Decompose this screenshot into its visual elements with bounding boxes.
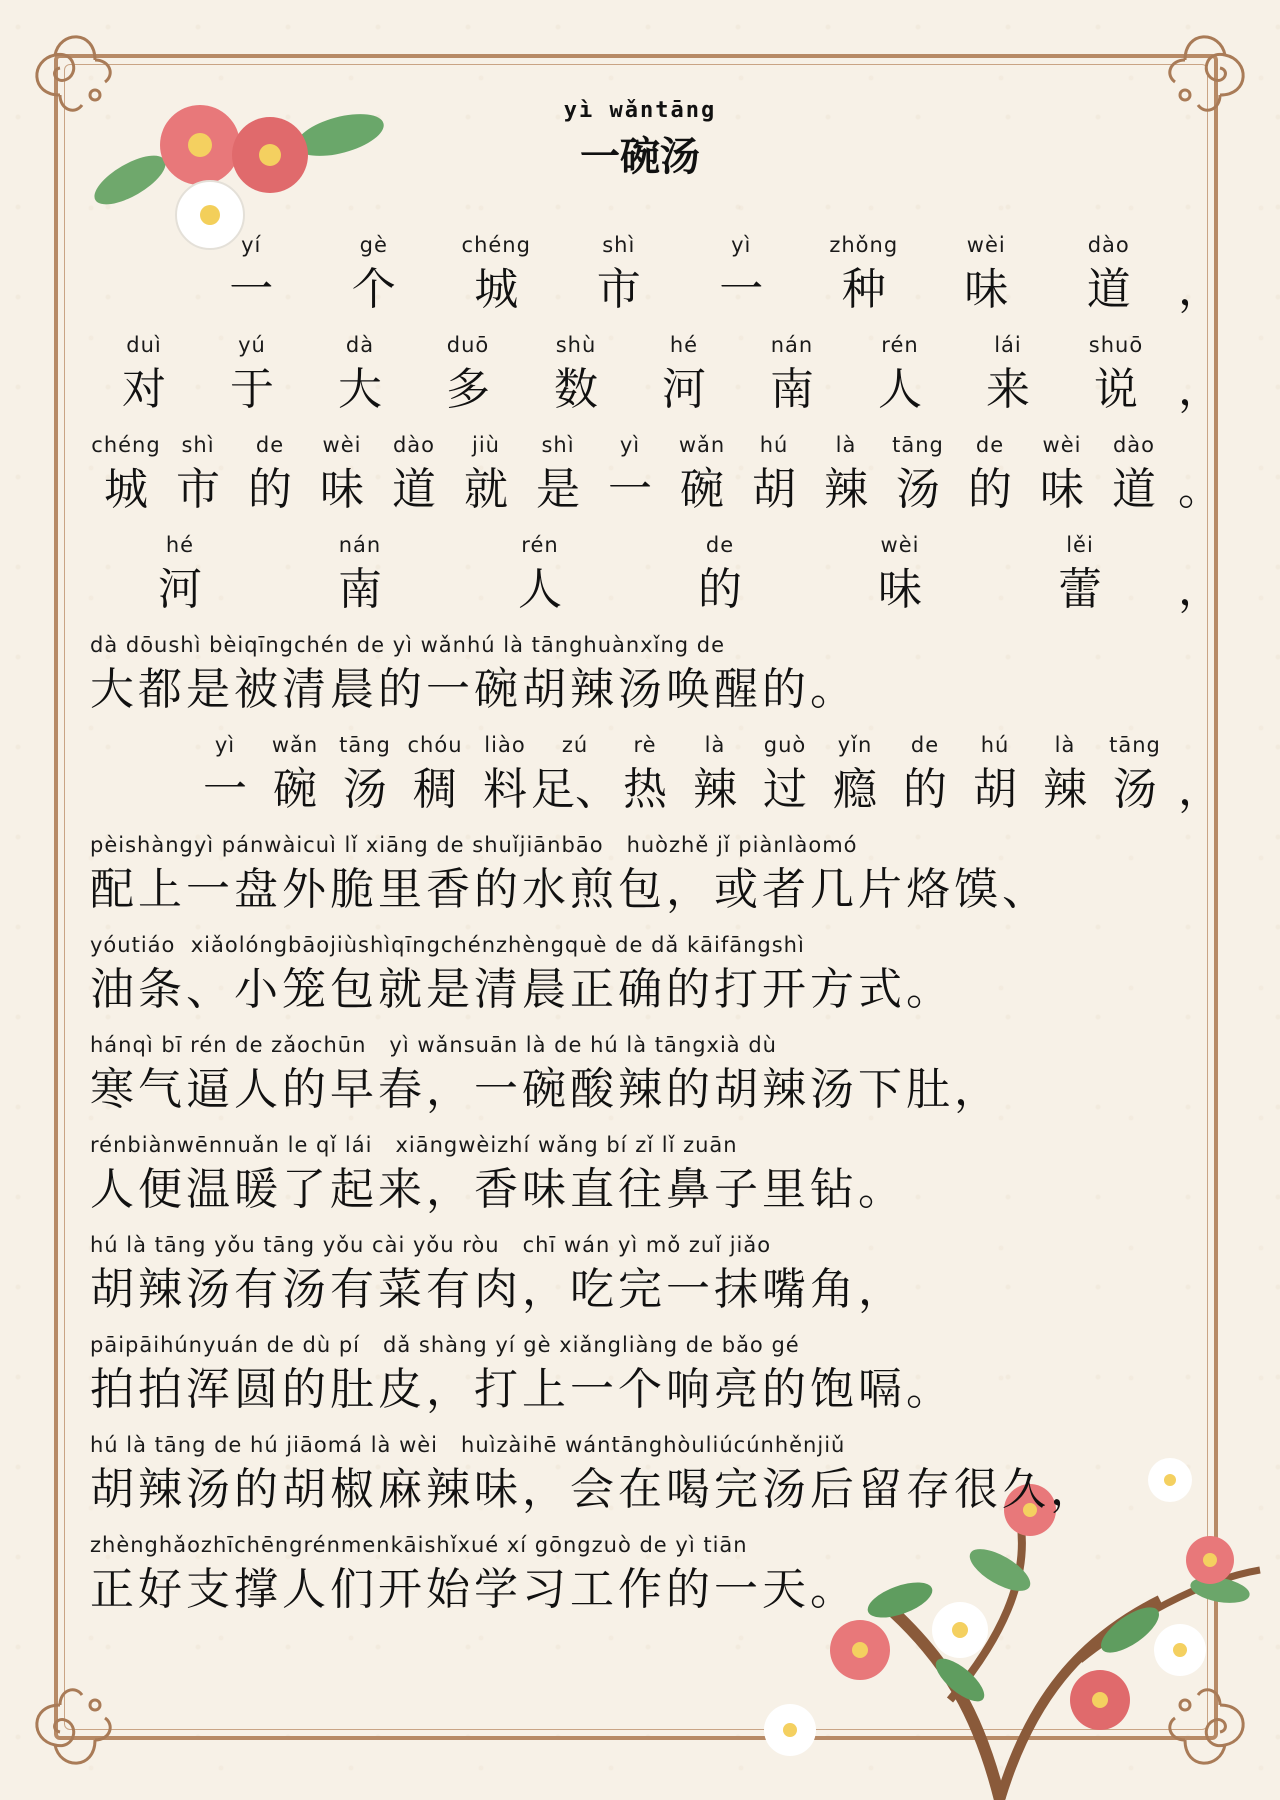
- pinyin: gè: [359, 233, 388, 257]
- hanzi: 的: [903, 764, 947, 815]
- ruby-character: [738, 430, 810, 526]
- ruby-character: [435, 230, 558, 326]
- hanzi: 碗: [680, 464, 724, 515]
- pinyin: lěi: [1066, 533, 1094, 557]
- hanzi: 道: [1086, 264, 1131, 315]
- pinyin: hé: [165, 533, 195, 557]
- pinyin: wèi: [322, 433, 362, 457]
- pinyin: shì: [181, 433, 215, 457]
- ruby-character: [306, 430, 378, 526]
- pinyin: hú: [980, 733, 1010, 757]
- ruby-character: [190, 730, 260, 826]
- title-pinyin: yì wǎntāng: [563, 98, 717, 123]
- pinyin: de: [975, 433, 1005, 457]
- hanzi: 南: [338, 564, 382, 615]
- pinyin: duì: [126, 333, 162, 357]
- ruby-line: [90, 1430, 1210, 1526]
- hanzi: 汤: [343, 764, 387, 815]
- hanzi: 一: [608, 464, 652, 515]
- ruby-character: [680, 730, 750, 826]
- ruby-line: [90, 1030, 1210, 1126]
- hanzi: 河: [662, 364, 706, 415]
- pinyin: duō: [446, 333, 490, 357]
- hanzi: 味: [878, 564, 922, 615]
- pinyin: nán: [770, 333, 814, 357]
- ruby-character: [630, 330, 738, 426]
- pinyin: de: [910, 733, 940, 757]
- pinyin: zú: [561, 733, 589, 757]
- ruby-character: [1100, 730, 1170, 826]
- pinyin: wǎn: [678, 433, 726, 457]
- hanzi: 城: [474, 264, 519, 315]
- ruby-character: [450, 530, 630, 626]
- hanzi: 味: [1040, 464, 1084, 515]
- pinyin: tāng: [1109, 733, 1161, 757]
- pinyin: lái: [994, 333, 1022, 357]
- punctuation: ，: [1178, 364, 1222, 415]
- hanzi: 就: [464, 464, 508, 515]
- hanzi: 河: [158, 564, 202, 615]
- hanzi-line: 人便温暖了起来，香味直往鼻子里钻。: [90, 1164, 906, 1215]
- ruby-character: [820, 730, 890, 826]
- ruby-line: [90, 630, 1210, 726]
- hanzi: 稠: [413, 764, 457, 815]
- pinyin: wèi: [1042, 433, 1082, 457]
- hanzi: 一: [229, 264, 274, 315]
- hanzi: 一: [203, 764, 247, 815]
- title-block: [0, 98, 1280, 182]
- pinyin: chéng: [91, 433, 161, 457]
- punctuation: ，: [1178, 764, 1222, 815]
- pinyin-line: yóutiáo xiǎolóngbāojiùshìqīngchénzhèngquè de dǎ kāifāngshì: [90, 933, 805, 957]
- pinyin: yì: [731, 233, 752, 257]
- hanzi: 汤: [1113, 764, 1157, 815]
- ruby-character: [882, 430, 954, 526]
- hanzi: 于: [230, 364, 274, 415]
- hanzi: 辣: [1043, 764, 1087, 815]
- ruby-character: [594, 430, 666, 526]
- pinyin: yì: [214, 733, 236, 757]
- pinyin: dào: [1087, 233, 1130, 257]
- ruby-character: [954, 430, 1026, 526]
- hanzi: 汤: [896, 464, 940, 515]
- hanzi: 道: [392, 464, 436, 515]
- pinyin: shì: [541, 433, 575, 457]
- punctuation: ，: [1178, 264, 1222, 315]
- pinyin-line: rénbiànwēnnuǎn le qǐ lái xiāngwèizhí wǎng bí zǐ lǐ zuān: [90, 1133, 738, 1157]
- pinyin: tāng: [339, 733, 391, 757]
- pinyin: wèi: [966, 233, 1006, 257]
- pinyin-line: pèishàngyì pánwàicuì lǐ xiāng de shuǐjiānbāo huòzhě jǐ piànlàomó: [90, 833, 858, 857]
- ruby-character: [378, 430, 450, 526]
- hanzi: 的: [248, 464, 292, 515]
- hanzi: 热: [623, 764, 667, 815]
- pinyin: dào: [1112, 433, 1156, 457]
- pinyin: là: [1054, 733, 1076, 757]
- ruby-character: [90, 530, 270, 626]
- poem-line: [0, 1330, 1280, 1426]
- pinyin: wèi: [880, 533, 920, 557]
- hanzi: 蕾: [1058, 564, 1102, 615]
- poem-line: [0, 930, 1280, 1026]
- ruby-character: [1030, 730, 1100, 826]
- hanzi: 味: [320, 464, 364, 515]
- pinyin: dào: [392, 433, 436, 457]
- hanzi-line: 配上一盘外脆里香的水煎包，或者几片烙馍、: [90, 864, 1050, 915]
- poem-line: [0, 530, 1280, 626]
- ruby-character: [990, 530, 1170, 626]
- pinyin-line: dà dōushì bèiqīngchén de yì wǎnhú là tānghuànxǐng de: [90, 633, 726, 657]
- hanzi: 来: [986, 364, 1030, 415]
- hanzi: 城: [104, 464, 148, 515]
- ruby-character: [190, 230, 313, 326]
- ruby-character: [522, 430, 594, 526]
- hanzi: 的: [968, 464, 1012, 515]
- hanzi: 辣: [693, 764, 737, 815]
- ruby-character: [450, 430, 522, 526]
- ruby-character: [738, 330, 846, 426]
- ruby-character: [810, 530, 990, 626]
- ruby-character: [1062, 330, 1170, 426]
- hanzi: 南: [770, 364, 814, 415]
- hanzi-line: 油条、小笼包就是清晨正确的打开方式。: [90, 964, 954, 1015]
- hanzi-line: 正好支撑人们开始学习工作的一天。: [90, 1564, 858, 1615]
- hanzi-line: 拍拍浑圆的肚皮，打上一个响亮的饱嗝。: [90, 1364, 954, 1415]
- ruby-character: [260, 730, 330, 826]
- hanzi: 对: [122, 364, 166, 415]
- hanzi: 的: [698, 564, 742, 615]
- hanzi-line: 大都是被清晨的一碗胡辣汤唤醒的。: [90, 664, 858, 715]
- pinyin: hú: [759, 433, 789, 457]
- ruby-character: [522, 330, 630, 426]
- pinyin: rén: [881, 333, 919, 357]
- ruby-character: [414, 330, 522, 426]
- pinyin: rè: [633, 733, 657, 757]
- hanzi: 味: [964, 264, 1009, 315]
- hanzi: 道: [1112, 464, 1156, 515]
- hanzi-line: 胡辣汤有汤有菜有肉，吃完一抹嘴角，: [90, 1264, 906, 1315]
- pinyin: shuō: [1088, 333, 1144, 357]
- hanzi: 多: [446, 364, 490, 415]
- ruby-line: [90, 1330, 1210, 1426]
- ruby-character: [90, 330, 198, 426]
- pinyin-line: hú là tāng yǒu tāng yǒu cài yǒu ròu chī wán yì mǒ zuǐ jiǎo: [90, 1233, 772, 1257]
- poem-line: [0, 230, 1280, 326]
- hanzi-line: 胡辣汤的胡椒麻辣味，会在喝完汤后留存很久，: [90, 1464, 1098, 1515]
- hanzi: 瘾: [833, 764, 877, 815]
- ruby-character: [810, 430, 882, 526]
- hanzi: 是: [536, 464, 580, 515]
- pinyin-line: zhènghǎozhīchēngrénmenkāishǐxué xí gōngzuò de yì tiān: [90, 1533, 748, 1557]
- hanzi: 种: [841, 264, 886, 315]
- ruby-character: [954, 330, 1062, 426]
- ruby-character: [162, 430, 234, 526]
- hanzi: 料: [483, 764, 527, 815]
- ruby-character: [610, 730, 680, 826]
- poem-line: [0, 630, 1280, 726]
- punctuation: 。: [1178, 464, 1222, 515]
- poem-line: [0, 1030, 1280, 1126]
- pinyin: shù: [555, 333, 597, 357]
- pinyin: de: [705, 533, 735, 557]
- page-title: 一碗汤: [580, 133, 700, 180]
- ruby-character: [1098, 430, 1170, 526]
- ruby-character: [234, 430, 306, 526]
- pinyin: là: [835, 433, 857, 457]
- pinyin: zhǒng: [829, 233, 899, 257]
- hanzi: 胡: [973, 764, 1017, 815]
- pinyin: liào: [484, 733, 526, 757]
- poem-line: [0, 1230, 1280, 1326]
- ruby-character: [198, 330, 306, 426]
- poem-line: [0, 1430, 1280, 1526]
- ruby-line: [90, 1230, 1210, 1326]
- ruby-character: [90, 430, 162, 526]
- hanzi: 个: [351, 264, 396, 315]
- ruby-character: [400, 730, 470, 826]
- pinyin: jiù: [472, 433, 500, 457]
- pinyin: yǐn: [837, 733, 873, 757]
- pinyin-line: hú là tāng de hú jiāomá là wèi huìzàihē wántānghòuliúcúnhěnjiǔ: [90, 1433, 846, 1457]
- poem-line: [0, 330, 1280, 426]
- hanzi: 大: [338, 364, 382, 415]
- ruby-character: [960, 730, 1030, 826]
- poem-line: [0, 730, 1280, 826]
- hanzi: 过: [763, 764, 807, 815]
- hanzi: 说: [1094, 364, 1138, 415]
- hanzi: 碗: [273, 764, 317, 815]
- ruby-character: [470, 730, 540, 826]
- pinyin: chéng: [461, 233, 531, 257]
- pinyin: shì: [602, 233, 636, 257]
- ruby-line: [90, 930, 1210, 1026]
- hanzi: 数: [554, 364, 598, 415]
- ruby-character: [558, 230, 681, 326]
- pinyin: rén: [521, 533, 559, 557]
- ruby-line: [90, 1130, 1210, 1226]
- hanzi: 市: [176, 464, 220, 515]
- corner-ornament-bottom-left: [20, 1630, 170, 1780]
- hanzi: 人: [878, 364, 922, 415]
- hanzi: 一: [719, 264, 764, 315]
- ruby-character: [750, 730, 820, 826]
- punctuation: ，: [1178, 564, 1222, 615]
- pinyin: yí: [241, 233, 262, 257]
- pinyin: de: [255, 433, 285, 457]
- ruby-character: [925, 230, 1048, 326]
- ruby-character: [270, 530, 450, 626]
- hanzi: 胡: [752, 464, 796, 515]
- ruby-character: [1026, 430, 1098, 526]
- pinyin: wǎn: [271, 733, 319, 757]
- pinyin: yì: [619, 433, 641, 457]
- pinyin: dà: [345, 333, 375, 357]
- pinyin: yú: [238, 333, 266, 357]
- pinyin: guò: [763, 733, 807, 757]
- ruby-character: [1048, 230, 1171, 326]
- ruby-character: [531, 730, 619, 826]
- ruby-character: [680, 230, 803, 326]
- ruby-character: [306, 330, 414, 426]
- pinyin: nán: [338, 533, 382, 557]
- pinyin-line: pāipāihúnyuán de dù pí dǎ shàng yí gè xiǎngliàng de bǎo gé: [90, 1333, 800, 1357]
- ruby-character: [890, 730, 960, 826]
- poem-line: [0, 830, 1280, 926]
- poem-line: [0, 1130, 1280, 1226]
- hanzi-line: 寒气逼人的早春，一碗酸辣的胡辣汤下肚，: [90, 1064, 1002, 1115]
- ruby-line: [90, 1530, 1210, 1626]
- ruby-character: [313, 230, 436, 326]
- ruby-line: [90, 830, 1210, 926]
- ruby-character: [666, 430, 738, 526]
- pinyin: là: [704, 733, 726, 757]
- poem-line: [0, 1530, 1280, 1626]
- poem-line: [0, 430, 1280, 526]
- pinyin: tāng: [892, 433, 944, 457]
- ruby-character: [330, 730, 400, 826]
- ruby-character: [846, 330, 954, 426]
- pinyin: hé: [669, 333, 699, 357]
- hanzi: 辣: [824, 464, 868, 515]
- pinyin-line: hánqì bī rén de zǎochūn yì wǎnsuān là de hú là tāngxià dù: [90, 1033, 777, 1057]
- ruby-character: [803, 230, 926, 326]
- ruby-character: [630, 530, 810, 626]
- hanzi: 足、: [531, 764, 619, 815]
- hanzi: 市: [596, 264, 641, 315]
- pinyin: chóu: [407, 733, 463, 757]
- hanzi: 人: [518, 564, 562, 615]
